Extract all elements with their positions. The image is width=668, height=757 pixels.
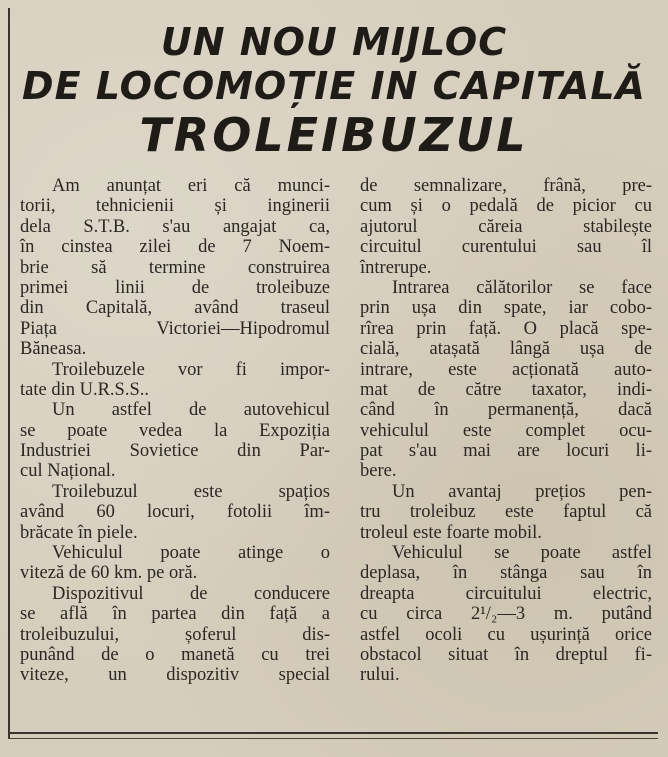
article-line: troleibuzului, șoferul dis- xyxy=(20,624,330,645)
headline-line-1: UN NOU MIJLOC xyxy=(160,20,508,64)
article-line: brie să termine construirea xyxy=(20,257,330,278)
article-line: rului. xyxy=(360,665,400,686)
article-line: primei linii de troleibuze xyxy=(20,277,330,298)
article-line: când în permanență, dacă xyxy=(360,400,652,421)
article-line: viteză de 60 km. pe oră. xyxy=(20,563,198,584)
article-line: cum și o pedală de picior cu xyxy=(360,196,652,217)
article-line: bere. xyxy=(360,461,397,482)
article-line: torii, tehnicienii și inginerii xyxy=(20,196,330,217)
headline-line-2: DE LOCOMOȚIE IN CAPITALĂ xyxy=(22,64,646,108)
article-line: se poate vedea la Expoziția xyxy=(20,420,330,441)
article-line: Un astfel de autovehicul xyxy=(52,400,330,421)
article-line: intrare, este acționată auto- xyxy=(360,359,652,380)
article-line: Vehiculul poate atinge o xyxy=(52,543,330,564)
article-line: dreapta circuitului electric, xyxy=(360,583,652,604)
article-line: în cinstea zilei de 7 Noem- xyxy=(20,237,330,258)
article-line: Dispozitivul de conducere xyxy=(52,583,330,604)
article-line: Troilebuzul este spațios xyxy=(52,481,330,502)
bottom-border-rule-thin xyxy=(8,738,658,739)
headline-line-3: TROLEIBUZUL xyxy=(139,108,529,162)
article-line: prin ușa din spate, iar cobo- xyxy=(360,298,652,319)
article-line: Industriei Sovietice din Par- xyxy=(20,441,330,462)
article-line: Am anunțat eri că munci- xyxy=(52,176,330,196)
article-line: din Capitală, având traseul xyxy=(20,298,330,319)
article-line: tru troleibuz este faptul că xyxy=(360,502,652,523)
article-line: rîrea prin față. O placă spe- xyxy=(360,318,652,339)
article-line: Vehiculul se poate astfel xyxy=(392,543,652,564)
article-line: Intrarea călătorilor se face xyxy=(392,277,652,298)
article-line: mat de către taxator, indi- xyxy=(360,379,652,400)
article-column-left xyxy=(20,176,330,686)
article-line: Piața Victoriei—Hipodromul xyxy=(20,318,330,339)
article-line: dela S.T.B. s'au angajat ca, xyxy=(20,216,330,237)
article-line: punând de o manetă cu trei xyxy=(20,644,330,665)
article-line: cială, atașată lângă ușa de xyxy=(360,339,652,360)
article-line: Un avantaj prețios pen- xyxy=(392,481,652,502)
article-line: tate din U.R.S.S.. xyxy=(20,379,149,400)
bottom-border-rule xyxy=(8,732,658,734)
article-line: de semnalizare, frână, pre- xyxy=(360,176,652,196)
article-line: pat s'au mai are locuri li- xyxy=(360,441,652,462)
article-line: obstacol situat în dreptul fi- xyxy=(360,644,652,665)
article-line: viteze, un dispozitiv special xyxy=(20,665,330,686)
article-line: troleul este foarte mobil. xyxy=(360,522,542,543)
article-line: deplasa, în stânga sau în xyxy=(360,563,652,584)
article-line: ajutorul căreia stabilește xyxy=(360,216,652,237)
article-column-right xyxy=(360,176,652,686)
article-line: astfel ocoli cu ușurință orice xyxy=(360,624,652,645)
article-line: brăcate în piele. xyxy=(20,522,138,543)
article-line: Băneasa. xyxy=(20,339,87,360)
article-line: se află în partea din față a xyxy=(20,604,330,625)
article-line: cul Național. xyxy=(20,461,116,482)
article-line: având 60 locuri, fotolii îm- xyxy=(20,502,330,523)
article-line: circuitul curentului sau îl xyxy=(360,237,652,258)
article-line: întrerupe. xyxy=(360,257,432,278)
article-line: cu circa 2¹/₂—3 m. putând xyxy=(360,604,652,625)
article-line: Troilebuzele vor fi impor- xyxy=(52,359,330,380)
article-line: vehiculul este complet ocu- xyxy=(360,420,652,441)
